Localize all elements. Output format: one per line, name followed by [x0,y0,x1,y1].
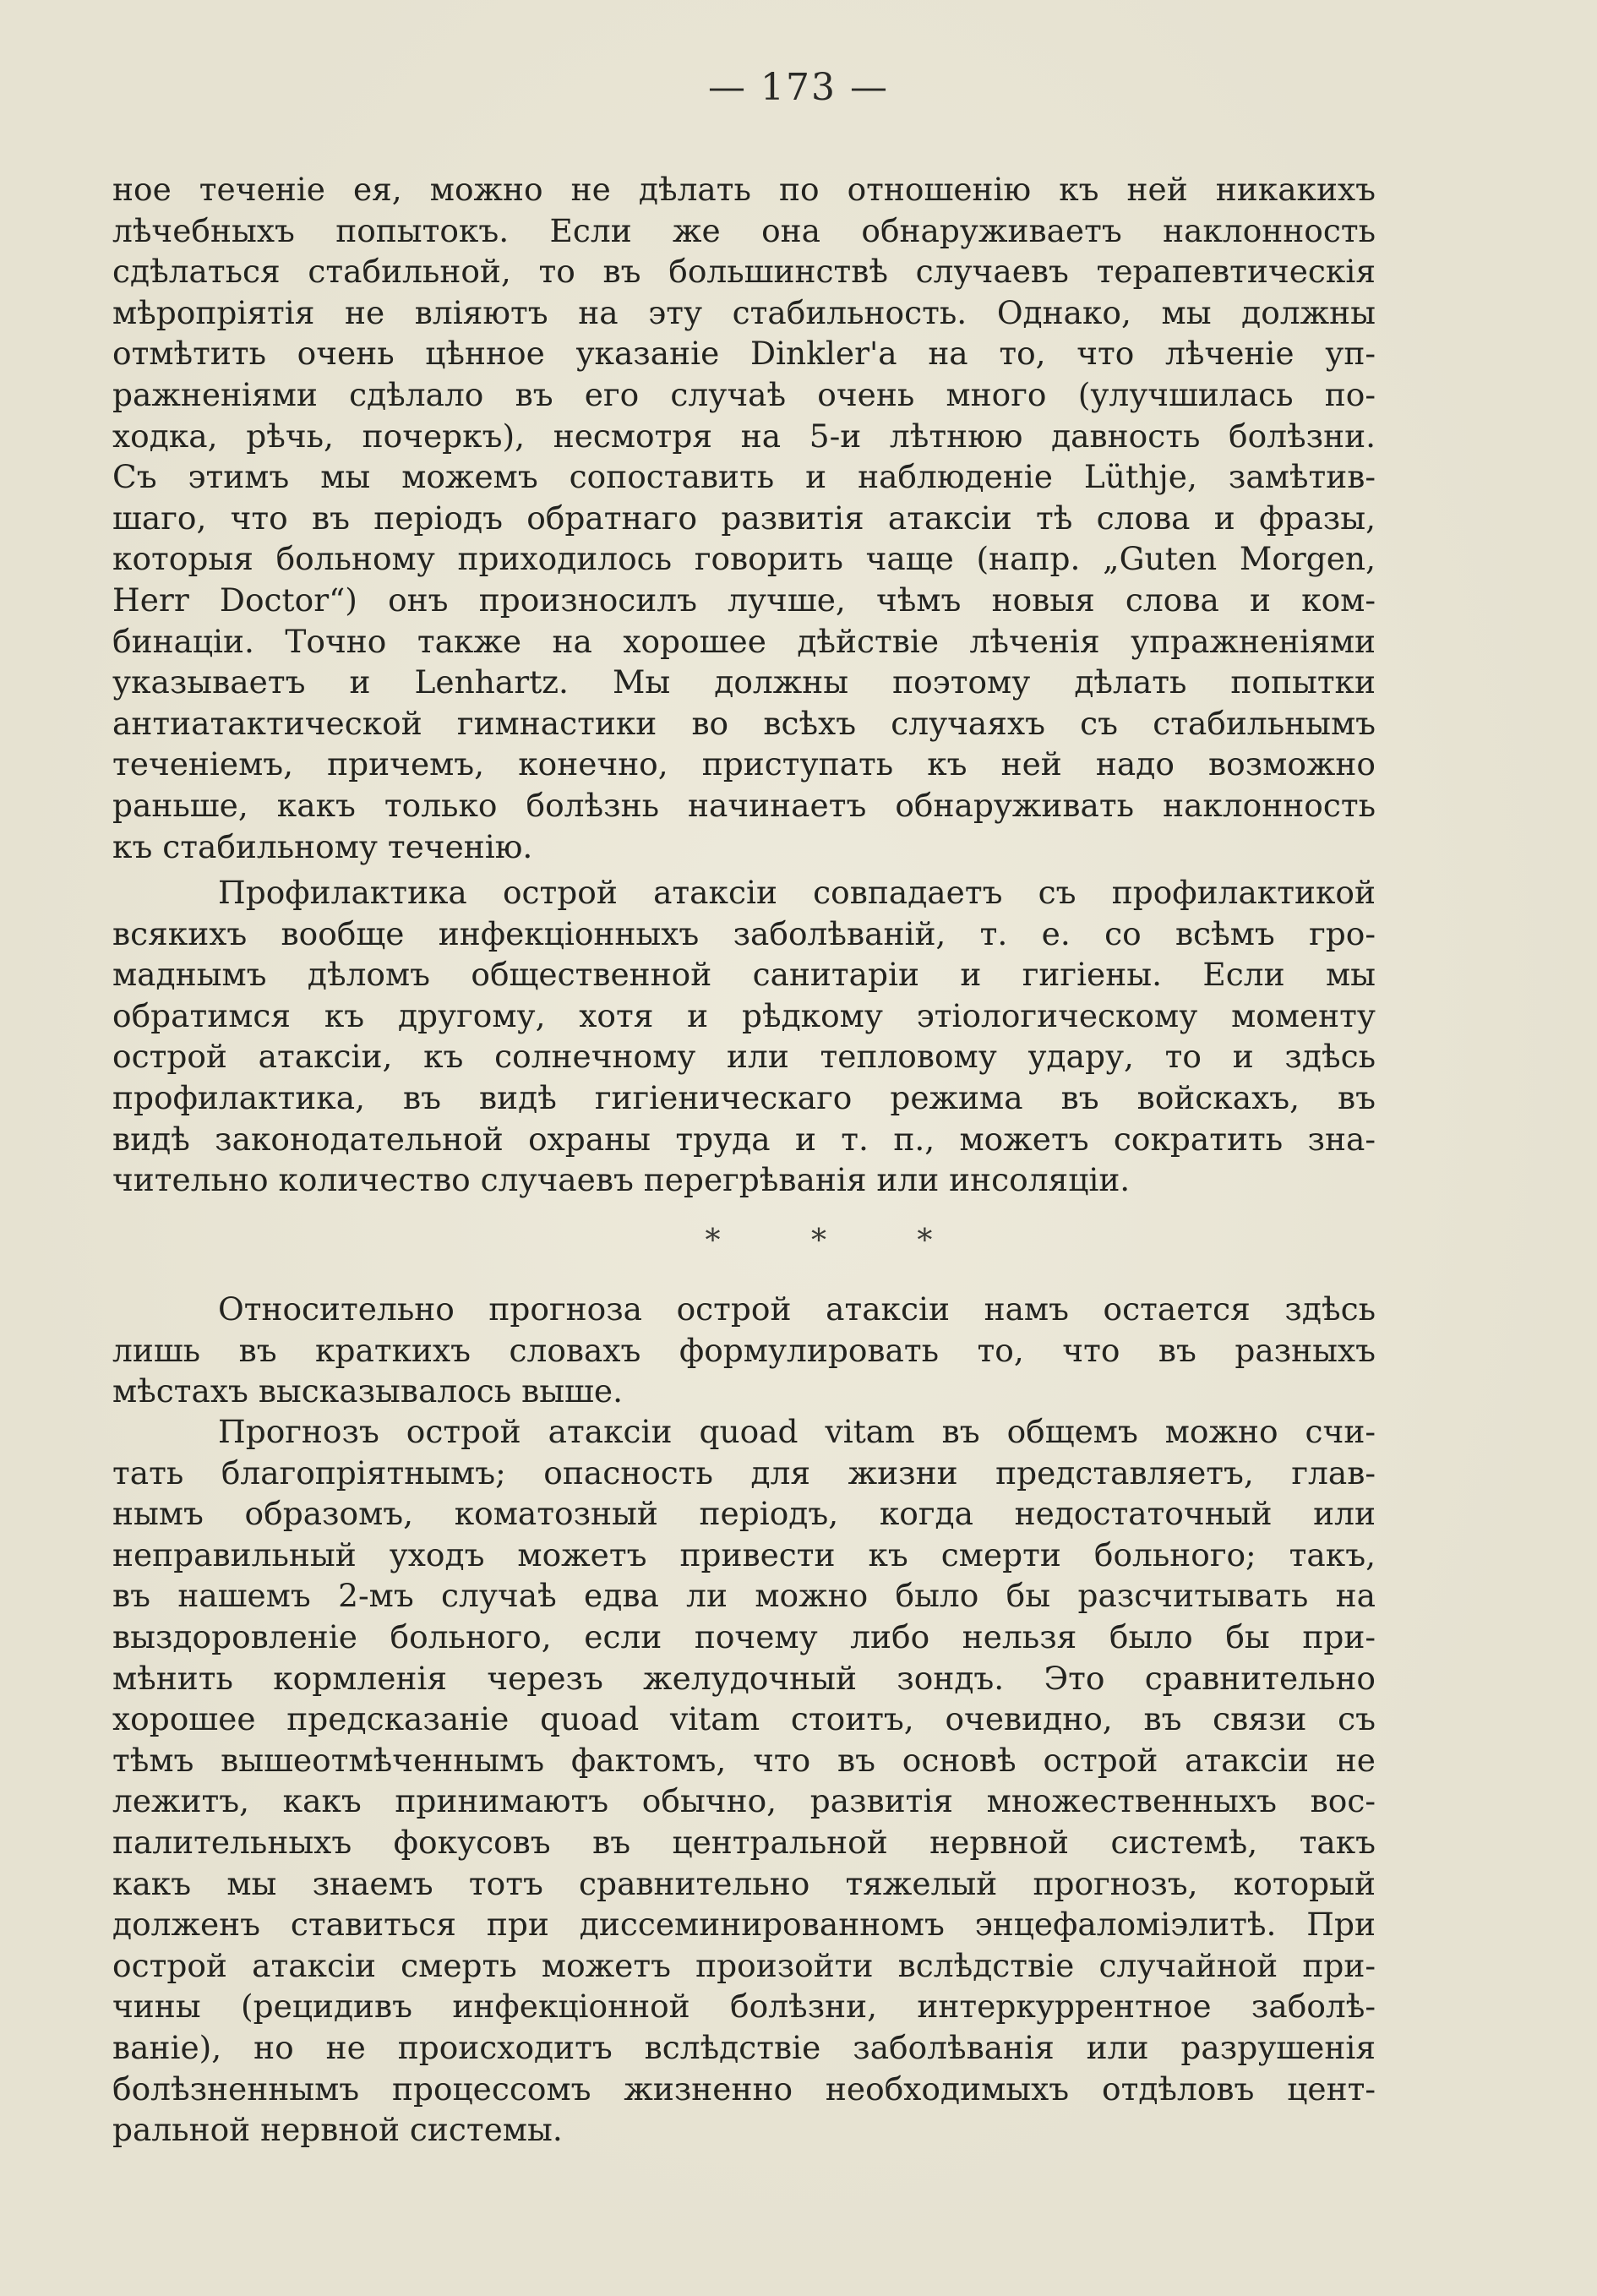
text-line: Прогнозъ острой атаксіи quoad vitam въ общемъ можно счи- [218,1413,1376,1450]
text-line: какъ мы знаемъ тотъ сравнительно тяжелый прогнозъ, который [112,1864,1376,1902]
paragraph-continuation [112,169,1376,867]
text-line: Относительно прогноза острой атаксіи намъ остается здѣсь [218,1290,1376,1328]
text-line: видѣ законодательной охраны труда и т. п., можетъ сократить зна- [112,1120,1376,1158]
text-line: нымъ образомъ, коматозный періодъ, когда недостаточный или [112,1495,1376,1533]
text-line: мѣнить кормленія черезъ желудочный зондъ. Это сравнительно [112,1659,1376,1697]
text-line: которыя больному приходилось говорить чаще (напр. „Guten Morgen, [112,540,1376,578]
text-line: раньше, какъ только болѣзнь начинаетъ обнаруживать наклонность [112,786,1376,824]
text-line: чины (рецидивъ инфекціонной болѣзни, интеркуррентное заболѣ- [112,1988,1376,2026]
text-line: маднымъ дѣломъ общественной санитаріи и гигіены. Если мы [112,956,1376,994]
text-line: Съ этимъ мы можемъ сопоставить и наблюденіе Lüthje, замѣтив- [112,458,1376,496]
text-line: ходка, рѣчь, почеркъ), несмотря на 5-и лѣтнюю давность болѣзни. [112,417,1376,455]
text-line: ральной нервной системы. [112,2111,563,2149]
text-line: Herr Doctor“) онъ произносилъ лучше, чѣмъ новыя слова и ком- [112,581,1376,619]
text-line: всякихъ вообще инфекціонныхъ заболѣваній, т. е. со всѣмъ гро- [112,914,1376,952]
text-line: мѣстахъ высказывалось выше. [112,1372,624,1410]
text-line: тѣмъ вышеотмѣченнымъ фактомъ, что въ основѣ острой атаксіи не [112,1741,1376,1779]
text-line: теченіемъ, причемъ, конечно, приступать къ ней надо возможно [112,745,1376,783]
text-line: долженъ ставиться при диссеминированномъ энцефаломіэлитѣ. При [112,1906,1376,1944]
text-line: лежитъ, какъ принимаютъ обычно, развитія множественныхъ вос- [112,1782,1376,1820]
text-line: острой атаксіи смерть можетъ произойти вслѣдствіе случайной при- [112,1946,1376,1984]
text-line: въ нашемъ 2-мъ случаѣ едва ли можно было бы разсчитывать на [112,1577,1376,1615]
text-line: обратимся къ другому, хотя и рѣдкому этіологическому моменту [112,996,1376,1034]
page-number: — 173 — [708,66,889,109]
paragraph-prognosis-intro [112,1289,1376,1412]
text-line: отмѣтить очень цѣнное указаніе Dinkler'а на то, что лѣченіе уп- [112,335,1376,373]
text-line: ваніе), но не происходитъ вслѣдствіе заболѣванія или разрушенія [112,2028,1376,2066]
text-line: хорошее предсказаніе quoad vitam стоитъ, очевидно, въ связи съ [112,1700,1376,1738]
text-line: къ стабильному теченію. [112,827,533,865]
text-line: ражненіями сдѣлало въ его случаѣ очень много (улучшилась по- [112,375,1376,413]
text-line: сдѣлаться стабильной, то въ большинствѣ случаевъ терапевтическія [112,253,1376,291]
text-line: палительныхъ фокусовъ въ центральной нервной системѣ, такъ [112,1823,1376,1861]
text-line: выздоровленіе больного, если почему либо нельзя было бы при- [112,1617,1376,1655]
text-line: ное теченіе ея, можно не дѣлать по отношенію къ ней никакихъ [112,171,1376,208]
text-line: шаго, что въ періодъ обратнаго развитія атаксіи тѣ слова и фразы, [112,499,1376,537]
paragraph-prophylaxis [112,872,1376,1201]
text-line: болѣзненнымъ процессомъ жизненно необходимыхъ отдѣловъ цент- [112,2070,1376,2108]
text-line: неправильный уходъ можетъ привести къ смерти больного; такъ, [112,1535,1376,1573]
text-line: мѣропріятія не вліяютъ на эту стабильность. Однако, мы должны [112,293,1376,331]
text-line: профилактика, въ видѣ гигіеническаго режима въ войскахъ, въ [112,1078,1376,1116]
section-separator: * * * [705,1224,973,1258]
text-line: Профилактика острой атаксіи совпадаетъ съ профилактикой [218,874,1376,911]
text-line: острой атаксіи, къ солнечному или тепловому удару, то и здѣсь [112,1038,1376,1076]
text-line: тать благопріятнымъ; опасность для жизни представляетъ, глав- [112,1453,1376,1492]
text-line: чительно количество случаевъ перегрѣванія или инсоляціи. [112,1161,1131,1199]
text-line: лишь въ краткихъ словахъ формулировать то, что въ разныхъ [112,1331,1376,1369]
text-line: указываетъ и Lenhartz. Мы должны поэтому дѣлать попытки [112,663,1376,701]
text-line: бинаціи. Точно также на хорошее дѣйствіе лѣченія упражненіями [112,622,1376,660]
text-line: лѣчебныхъ попытокъ. Если же она обнаруживаетъ наклонность [112,211,1376,249]
text-line: антиатактической гимнастики во всѣхъ случаяхъ съ стабильнымъ [112,704,1376,742]
paragraph-prognosis-vitam [112,1411,1376,2151]
